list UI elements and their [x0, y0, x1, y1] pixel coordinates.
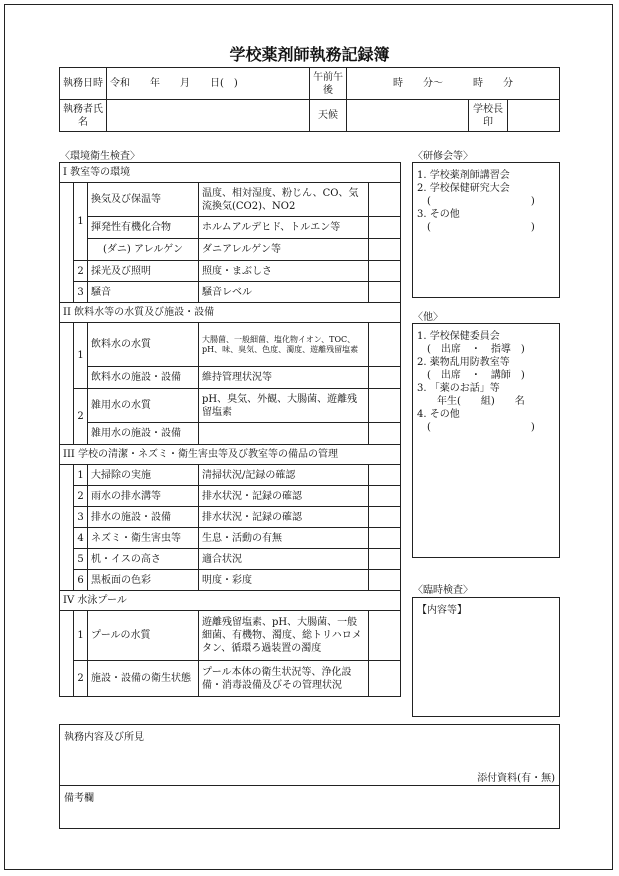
- row-num: 4: [74, 528, 88, 549]
- item-name: 飲料水の水質: [88, 323, 199, 367]
- row-num: 2: [74, 486, 88, 507]
- training-line: 2. 学校保健研究大会: [417, 183, 510, 194]
- item-desc: 遊離残留塩素、pH、大腸菌、一般細菌、有機物、濁度、総トリハロメタン、循環ろ過装置の濁度: [199, 611, 369, 661]
- item-desc: ダニアレルゲン等: [199, 239, 369, 261]
- item-name: 雑用水の水質: [88, 389, 199, 423]
- principal-label: 学校長印: [469, 100, 508, 132]
- other-line: 3. 「薬のお話」等: [417, 383, 500, 394]
- other-line: ( 出席 ・ 指導 ): [417, 344, 525, 355]
- item-desc: 清掃状況/記録の確認: [199, 465, 369, 486]
- item-name: 揮発性有機化合物: [88, 217, 199, 239]
- row-num: 5: [74, 549, 88, 570]
- result-cell[interactable]: [369, 217, 401, 239]
- item-desc: 照度・まぶしさ: [199, 261, 369, 282]
- item-name: プールの水質: [88, 611, 199, 661]
- training-line: ( ): [417, 196, 535, 207]
- item-desc: pH、臭気、外観、大腸菌、遊離残留塩素: [199, 389, 369, 423]
- item-desc: ホルムアルデヒド、トルエン等: [199, 217, 369, 239]
- item-name: 採光及び照明: [88, 261, 199, 282]
- notes-box[interactable]: [59, 785, 560, 829]
- temporary-label: 〈臨時検査〉: [413, 585, 473, 596]
- result-cell[interactable]: [369, 549, 401, 570]
- item-name: 施設・設備の衛生状態: [88, 661, 199, 697]
- date-label: 執務日時: [60, 68, 107, 100]
- result-cell[interactable]: [369, 661, 401, 697]
- result-cell[interactable]: [369, 183, 401, 217]
- item-desc: 温度、相対湿度、粉じん、CO、気流換気(CO2)、NO2: [199, 183, 369, 217]
- result-cell[interactable]: [369, 261, 401, 282]
- time-field[interactable]: 時 分～ 時 分: [347, 68, 560, 100]
- temporary-content-label: 【内容等】: [417, 605, 467, 616]
- temporary-box[interactable]: [412, 597, 560, 717]
- page-title: 学校薬剤師執務記録簿: [229, 45, 390, 64]
- result-cell[interactable]: [369, 528, 401, 549]
- section-title: III 学校の清潔・ネズミ・衛生害虫等及び教室等の備品の管理: [60, 445, 401, 465]
- item-name: 大掃除の実施: [88, 465, 199, 486]
- row-num: 2: [74, 661, 88, 697]
- date-field[interactable]: 令和 年 月 日( ): [107, 68, 310, 100]
- item-desc: [199, 423, 369, 445]
- result-cell[interactable]: [369, 486, 401, 507]
- item-name: 飲料水の施設・設備: [88, 367, 199, 389]
- other-box[interactable]: [412, 323, 560, 558]
- section-title: I 教室等の環境: [60, 163, 401, 183]
- result-cell[interactable]: [369, 389, 401, 423]
- notes-label: 備考欄: [64, 793, 94, 804]
- result-cell[interactable]: [369, 239, 401, 261]
- findings-label: 執務内容及び所見: [64, 732, 144, 743]
- row-num: 1: [74, 183, 88, 261]
- training-line: 1. 学校薬剤師講習会: [417, 170, 510, 181]
- item-name: 換気及び保温等: [88, 183, 199, 217]
- header-table: [59, 67, 560, 132]
- other-line: ( ): [417, 422, 535, 433]
- ampm-label: 午前午後: [310, 68, 347, 100]
- item-desc: プール本体の衛生状況等、浄化設備・消毒設備及びその管理状況: [199, 661, 369, 697]
- other-line: 2. 薬物乱用防教室等: [417, 357, 510, 368]
- item-desc: 排水状況・記録の確認: [199, 486, 369, 507]
- item-name: 黒板面の色彩: [88, 570, 199, 591]
- item-desc: 排水状況・記録の確認: [199, 507, 369, 528]
- name-field[interactable]: [107, 100, 310, 132]
- training-line: ( ): [417, 222, 535, 233]
- result-cell[interactable]: [369, 423, 401, 445]
- other-line: 1. 学校保健委員会: [417, 331, 500, 342]
- name-label: 執務者氏名: [60, 100, 107, 132]
- other-line: 年生( 組) 名: [417, 396, 525, 407]
- row-num: 3: [74, 507, 88, 528]
- weather-label: 天候: [310, 100, 347, 132]
- attachment-label[interactable]: 添付資料(有・無): [477, 773, 555, 784]
- item-name: 机・イスの高さ: [88, 549, 199, 570]
- other-line: 4. その他: [417, 409, 460, 420]
- row-num: 1: [74, 323, 88, 389]
- section-title: II 飲料水等の水質及び施設・設備: [60, 303, 401, 323]
- item-name: (ダニ) アレルゲン: [88, 239, 199, 261]
- result-cell[interactable]: [369, 611, 401, 661]
- item-desc: 維持管理状況等: [199, 367, 369, 389]
- item-name: 雑用水の施設・設備: [88, 423, 199, 445]
- other-line: ( 出席 ・ 講師 ): [417, 370, 525, 381]
- other-label: 〈他〉: [413, 312, 443, 323]
- result-cell[interactable]: [369, 367, 401, 389]
- result-cell[interactable]: [369, 465, 401, 486]
- weather-field[interactable]: [347, 100, 469, 132]
- result-cell[interactable]: [369, 570, 401, 591]
- item-desc: 生息・活動の有無: [199, 528, 369, 549]
- item-desc: 明度・彩度: [199, 570, 369, 591]
- env-check-label: 〈環境衛生検査〉: [60, 151, 140, 162]
- result-cell[interactable]: [369, 282, 401, 303]
- training-label: 〈研修会等〉: [413, 151, 473, 162]
- item-desc: 騒音レベル: [199, 282, 369, 303]
- findings-box[interactable]: [59, 724, 560, 786]
- item-name: ネズミ・衛生害虫等: [88, 528, 199, 549]
- principal-seal-field[interactable]: [508, 100, 560, 132]
- result-cell[interactable]: [369, 507, 401, 528]
- row-num: 3: [74, 282, 88, 303]
- item-name: 雨水の排水溝等: [88, 486, 199, 507]
- item-desc: 大腸菌、一般細菌、塩化物イオン、TOC、pH、味、臭気、色度、濁度、遊離残留塩素: [199, 323, 369, 367]
- result-cell[interactable]: [369, 323, 401, 367]
- item-desc: 適合状況: [199, 549, 369, 570]
- env-check-table: [59, 162, 401, 697]
- row-num: 6: [74, 570, 88, 591]
- training-box[interactable]: [412, 162, 560, 298]
- row-num: 2: [74, 261, 88, 282]
- item-name: 排水の施設・設備: [88, 507, 199, 528]
- training-line: 3. その他: [417, 209, 460, 220]
- row-num: 1: [74, 465, 88, 486]
- row-num: 1: [74, 611, 88, 661]
- section-title: IV 水泳プール: [60, 591, 401, 611]
- item-name: 騒音: [88, 282, 199, 303]
- row-num: 2: [74, 389, 88, 445]
